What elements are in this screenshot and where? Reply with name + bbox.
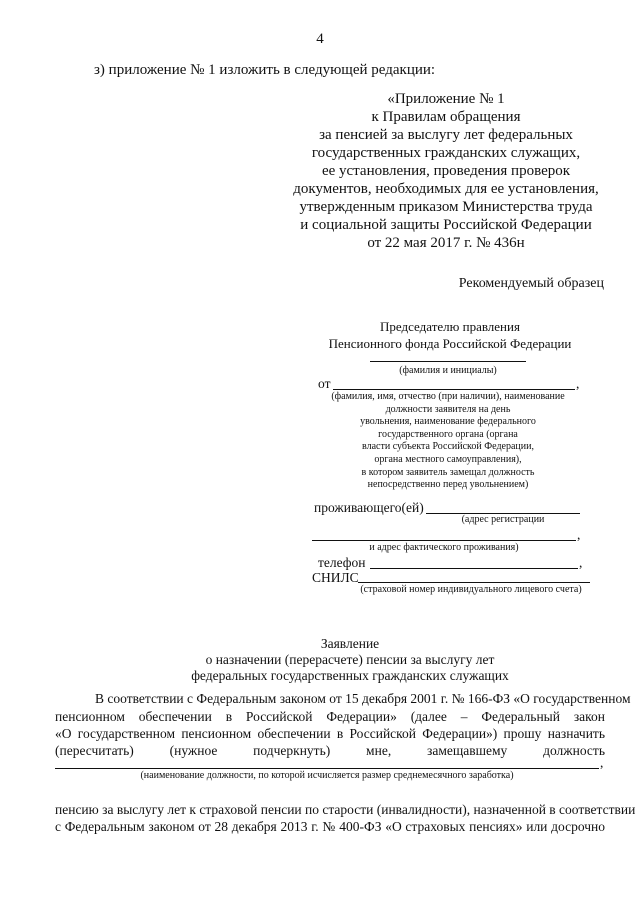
from-comma: , bbox=[576, 376, 580, 391]
from-caption bbox=[312, 391, 584, 492]
appendix-line: от 22 мая 2017 г. № 436н bbox=[367, 235, 525, 251]
appendix-line: за пенсией за выслугу лет федеральных bbox=[319, 127, 573, 143]
from-blank-line[interactable] bbox=[333, 389, 575, 390]
appendix-line: государственных гражданских служащих, bbox=[311, 145, 581, 161]
from-caption-line: в котором заявитель замещал должность bbox=[361, 466, 535, 478]
from-caption-line: непосредственно перед увольнением) bbox=[367, 479, 529, 491]
residing-caption: (адрес регистрации bbox=[461, 514, 545, 525]
appendix-line: «Приложение № 1 bbox=[387, 91, 505, 107]
appendix-line: ее установления, проведения проверок bbox=[321, 163, 571, 179]
phone-comma: , bbox=[579, 555, 583, 570]
recommended-label: Рекомендуемый образец bbox=[458, 276, 604, 291]
appendix-header bbox=[270, 90, 622, 252]
appendix-line: и социальной защиты Российской Федерации bbox=[300, 217, 592, 233]
residing-comma: , bbox=[577, 527, 581, 542]
addressee-line: Пенсионного фонда Российской Федерации bbox=[328, 336, 572, 351]
snils-blank-line[interactable] bbox=[358, 582, 590, 583]
snils-caption: (страховой номер индивидуального лицевого счета) bbox=[360, 584, 582, 595]
snils-label: СНИЛС bbox=[312, 570, 359, 585]
paragraph-line: с Федеральным законом от 28 декабря 2013 г. № 400-ФЗ «О страховых пенсиях» или досрочно bbox=[55, 819, 605, 834]
addressee-block bbox=[310, 318, 590, 352]
position-comma: , bbox=[600, 755, 604, 770]
position-blank-line[interactable] bbox=[55, 768, 599, 769]
paragraph-line: «О государственном пенсионном обеспечении в Российской Федерации») прошу назначить bbox=[55, 726, 605, 741]
residing-label: проживающего(ей) bbox=[314, 500, 424, 515]
from-label: от bbox=[318, 376, 331, 391]
appendix-line: документов, необходимых для ее установления, bbox=[293, 181, 599, 197]
statement-title-line: о назначении (перерасчете) пенсии за выслугу лет bbox=[205, 652, 495, 667]
from-caption-line: органа местного самоуправления), bbox=[374, 453, 522, 465]
fio-blank-line[interactable] bbox=[370, 361, 526, 362]
phone-label: телефон bbox=[318, 555, 366, 570]
intro-text: з) приложение № 1 изложить в следующей редакции: bbox=[94, 62, 436, 78]
paragraph-line: пенсию за выслугу лет к страховой пенсии по старости (инвалидности), назначенной в соответствии bbox=[55, 802, 636, 817]
actual-address-caption: и адрес фактического проживания) bbox=[369, 542, 519, 553]
paragraph-line: пенсионном обеспечении в Российской Федерации» (далее – Федеральный закон bbox=[55, 709, 605, 724]
from-caption-line: должности заявителя на день bbox=[385, 403, 511, 415]
from-caption-line: власти субъекта Российской Федерации, bbox=[362, 441, 534, 453]
addressee-line: Председателю правления bbox=[380, 319, 520, 334]
paragraph-line: В соответствии с Федеральным законом от 15 декабря 2001 г. № 166-ФЗ «О государственном bbox=[95, 691, 631, 706]
fio-caption: (фамилия и инициалы) bbox=[399, 365, 497, 376]
appendix-line: к Правилам обращения bbox=[371, 109, 521, 125]
from-caption-line: (фамилия, имя, отчество (при наличии), наименование bbox=[331, 391, 565, 402]
phone-blank-line[interactable] bbox=[370, 568, 578, 569]
appendix-line: утвержденным приказом Министерства труда bbox=[299, 199, 593, 215]
statement-title-line: Заявление bbox=[320, 636, 380, 651]
actual-address-blank-line[interactable] bbox=[312, 540, 576, 541]
page-number: 4 bbox=[316, 31, 324, 47]
from-caption-line: увольнения, наименование федерального bbox=[360, 416, 536, 428]
paragraph-line: (пересчитать) (нужное подчеркнуть) мне, замещавшему должность bbox=[55, 743, 605, 758]
position-caption: (наименование должности, по которой исчисляется размер среднемесячного заработка) bbox=[140, 770, 514, 781]
statement-title bbox=[0, 636, 640, 684]
from-caption-line: государственного органа (органа bbox=[378, 428, 518, 440]
statement-title-line: федеральных государственных гражданских служащих bbox=[191, 668, 509, 683]
